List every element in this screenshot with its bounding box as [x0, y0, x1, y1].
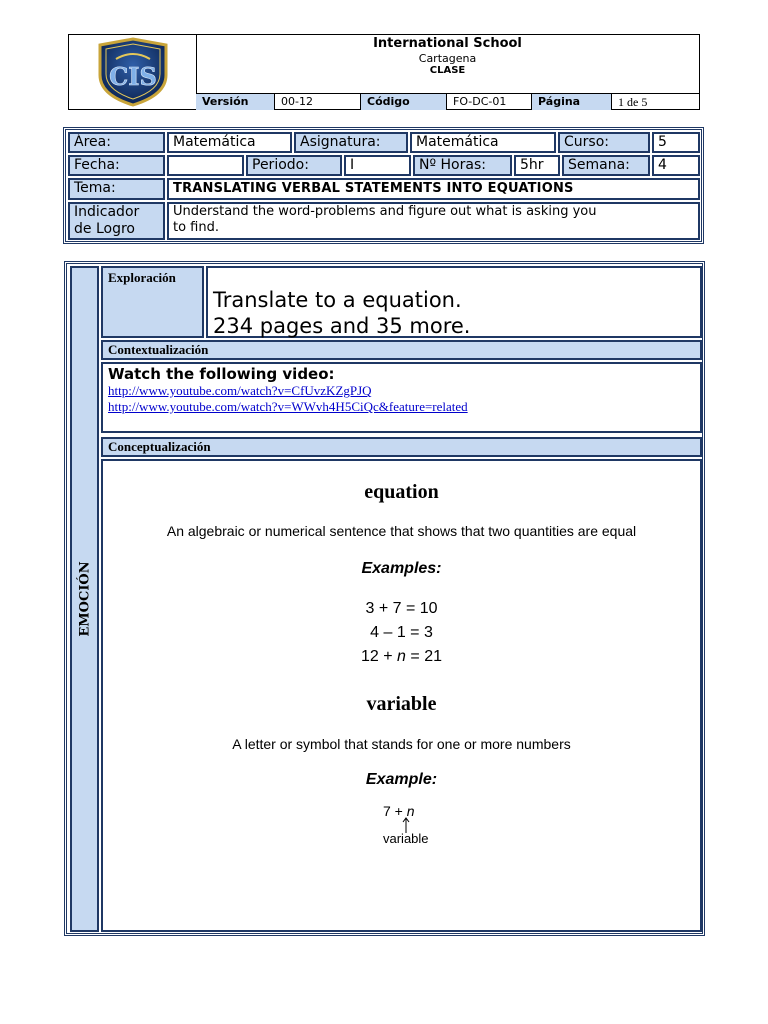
school-logo — [69, 35, 197, 109]
context-content — [101, 362, 702, 433]
variable-caption: variable — [383, 831, 429, 846]
document-type: CLASE — [429, 65, 466, 76]
indicator-value-line2: to find. — [173, 220, 219, 235]
period-value: I — [344, 155, 411, 176]
date-value — [167, 155, 244, 176]
equation-term: equation — [364, 481, 439, 503]
class-info-table — [63, 127, 704, 244]
area-label: Área: — [68, 132, 165, 153]
week-label: Semana: — [562, 155, 650, 176]
example-heading: Example: — [365, 771, 438, 788]
examples-heading: Examples: — [361, 560, 442, 577]
svg-text:CIS: CIS — [108, 62, 157, 91]
school-city: Cartagena — [418, 52, 477, 65]
week-value: 4 — [652, 155, 700, 176]
cis-shield-logo — [92, 37, 174, 107]
variable-example-left: 7 + — [383, 803, 407, 819]
context-intro: Watch the following video: — [108, 365, 335, 383]
exploration-line1: Translate to a equation. — [213, 288, 462, 312]
period-label: Periodo: — [246, 155, 342, 176]
code-label: Código — [361, 94, 447, 110]
topic-value: TRANSLATING VERBAL STATEMENTS INTO EQUATIONS — [167, 178, 700, 200]
exploration-content — [206, 266, 702, 338]
video-link-2[interactable]: http://www.youtube.com/watch?v=WWvh4H5CiQc&feature=related — [108, 399, 468, 414]
example-2: 4 – 1 = 3 — [370, 624, 433, 641]
subject-label: Asignatura: — [294, 132, 408, 153]
document-meta-row — [196, 93, 699, 110]
date-label: Fecha: — [68, 155, 165, 176]
area-value: Matemática — [167, 132, 292, 153]
emotion-label: EMOCIÓN — [77, 561, 92, 637]
course-value: 5 — [652, 132, 700, 153]
indicator-value-line1: Understand the word-problems and figure out what is asking you — [173, 204, 597, 219]
exploration-label: Exploración — [101, 266, 204, 338]
version-value: 00-12 — [275, 94, 361, 110]
document-header — [68, 34, 700, 110]
lesson-body — [64, 261, 705, 936]
page-value: 1 de 5 — [618, 95, 648, 109]
example-3-right: = 21 — [405, 648, 442, 665]
indicator-label-line1: Indicador — [74, 204, 140, 220]
topic-label: Tema: — [68, 178, 165, 200]
equation-definition: An algebraic or numerical sentence that shows that two quantities are equal — [166, 523, 637, 539]
concept-label: Conceptualización — [101, 437, 702, 457]
code-value: FO-DC-01 — [447, 94, 532, 110]
exploration-line2: 234 pages and 35 more. — [213, 314, 471, 338]
example-3-variable: n — [397, 648, 406, 665]
indicator-value — [167, 202, 700, 240]
indicator-label — [68, 202, 165, 240]
variable-term: variable — [366, 693, 437, 715]
example-3-left: 12 + — [361, 648, 398, 665]
concept-content — [101, 459, 702, 932]
indicator-label-line2: de Logro — [74, 221, 135, 237]
hours-value: 5hr — [514, 155, 560, 176]
variable-definition: A letter or symbol that stands for one or more numbers — [232, 736, 571, 752]
version-label: Versión — [196, 94, 275, 110]
example-1: 3 + 7 = 10 — [365, 600, 438, 617]
example-3 — [103, 645, 700, 669]
video-link-1[interactable]: http://www.youtube.com/watch?v=CfUvzKZgPJQ — [108, 383, 372, 398]
hours-label: Nº Horas: — [413, 155, 512, 176]
emotion-sidebar — [70, 266, 99, 932]
context-label: Contextualización — [101, 340, 702, 360]
subject-value: Matemática — [410, 132, 556, 153]
page-label: Página — [532, 94, 612, 110]
variable-example-n: n — [406, 803, 415, 819]
school-name: International School — [373, 36, 522, 51]
course-label: Curso: — [558, 132, 650, 153]
